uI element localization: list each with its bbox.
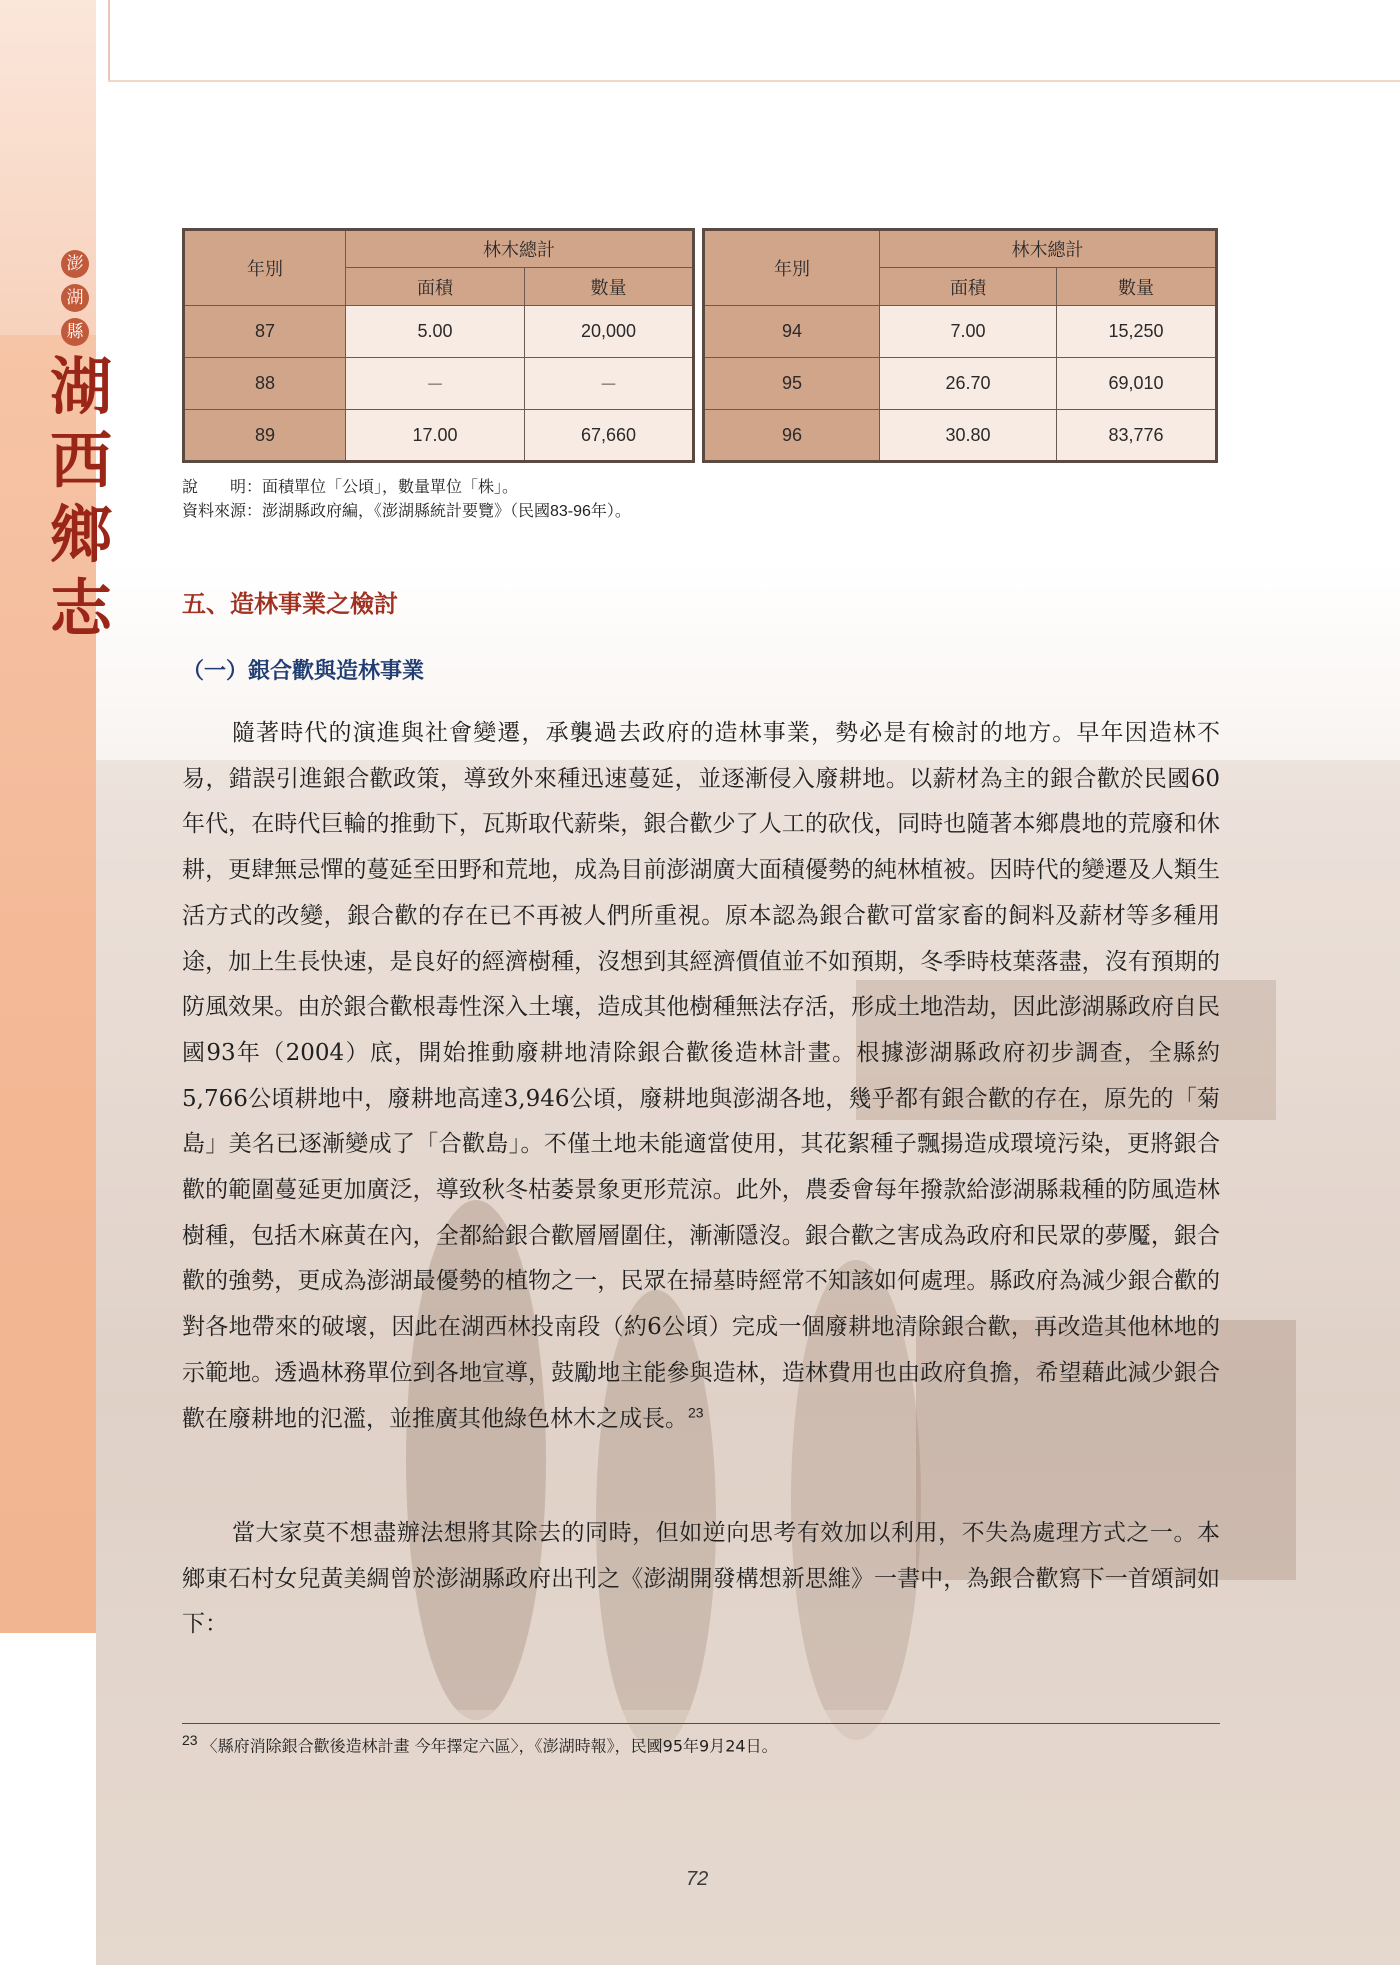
table-header-group: 林木總計 — [880, 230, 1217, 268]
table-header-year: 年別 — [184, 230, 346, 306]
table-row — [704, 410, 1217, 462]
cell-year: 95 — [704, 358, 880, 410]
table-row — [184, 358, 694, 410]
cell-year: 89 — [184, 410, 346, 462]
footnote-text: 〈縣府消除銀合歡後造林計畫 今年擇定六區〉，《澎湖時報》，民國95年9月24日。 — [201, 1736, 778, 1756]
section-heading: 五、造林事業之檢討 — [182, 590, 398, 618]
badge-char: 湖 — [61, 284, 89, 312]
table-header-area: 面積 — [880, 268, 1057, 306]
cell-qty: 20,000 — [525, 306, 694, 358]
side-divider — [108, 0, 110, 80]
body-paragraph-2 — [182, 1511, 1220, 1648]
footnote — [182, 1732, 778, 1756]
forest-table-left — [182, 228, 695, 463]
cell-qty: 83,776 — [1057, 410, 1217, 462]
cell-area: 7.00 — [880, 306, 1057, 358]
forest-table-right — [702, 228, 1218, 463]
book-title-char: 湖 — [49, 350, 112, 423]
cell-qty: 15,250 — [1057, 306, 1217, 358]
badge-char: 縣 — [61, 318, 89, 346]
table-header-qty: 數量 — [525, 268, 694, 306]
cell-area: 26.70 — [880, 358, 1057, 410]
cell-year: 88 — [184, 358, 346, 410]
header-rule — [108, 80, 1400, 82]
table-header-year: 年別 — [704, 230, 880, 306]
cell-year: 96 — [704, 410, 880, 462]
table-header-group: 林木總計 — [346, 230, 694, 268]
book-title-char: 志 — [49, 572, 112, 645]
table-row — [704, 358, 1217, 410]
table-header-area: 面積 — [346, 268, 525, 306]
sub-heading: （一）銀合歡與造林事業 — [182, 659, 425, 684]
footnote-rule — [182, 1723, 1220, 1724]
footnote-number: 23 — [182, 1732, 198, 1748]
cell-area: 30.80 — [880, 410, 1057, 462]
table-row — [184, 410, 694, 462]
cell-year: 94 — [704, 306, 880, 358]
table-note-source: 資料來源：澎湖縣政府編，《澎湖縣統計要覽》（民國83-96年）。 — [182, 503, 631, 520]
book-title — [46, 350, 116, 646]
page-number: 72 — [686, 1868, 709, 1890]
cell-area: 17.00 — [346, 410, 525, 462]
paragraph-text: 當大家莫不想盡辦法想將其除去的同時，但如逆向思考有效加以利用，不失為處理方式之一。本鄉東石村女兒黃美綢曾於澎湖縣政府出刊之《澎湖開發構想新思維》一書中，為銀合歡寫下一首頌詞如下： — [182, 1520, 1220, 1638]
cell-area: － — [346, 358, 525, 410]
cell-qty: 67,660 — [525, 410, 694, 462]
cell-area: 5.00 — [346, 306, 525, 358]
footnote-ref[interactable]: 23 — [688, 1403, 704, 1420]
paragraph-text: 隨著時代的演進與社會變遷，承襲過去政府的造林事業，勢必是有檢討的地方。早年因造林不易，錯誤引進銀合歡政策，導致外來種迅速蔓延，並逐漸侵入廢耕地。以薪材為主的銀合歡於民國60年代，在時代巨輪的推動下，瓦斯取代薪柴，銀合歡少了人工的砍伐，同時也隨著本鄉農地的荒廢和休耕，更肆無忌憚的蔓延至田野和荒地，成為目前澎湖廣大面積優勢的純林植被。因時代的變遷及人類生活方式的改變，銀合歡的存在已不再被人們所重視。原本認為銀合歡可當家畜的飼料及薪材等多種用途，加上生長快速，是良好的經濟樹種，沒想到其經濟價值並不如預期，冬季時枝葉落盡，沒有預期的防風效果。由於銀合歡根毒性深入土壤，造成其他樹種無法存活，形成土地浩劫，因此澎湖縣政府自民國93年（2004）底，開始推動廢耕地清除銀合歡後造林計畫。根據澎湖縣政府初步調查，全縣約5,766公頃耕地中，廢耕地高達3,946公頃，廢耕地與澎湖各地，幾乎都有銀合歡的存在，原先的「菊島」美名已逐漸變成了「合歡島」。不僅土地未能適當使用，其花絮種子飄揚造成環境污染，更將銀合歡的範圍蔓延更加廣泛，導致秋冬枯萎景象更形荒涼。此外，農委會每年撥款給澎湖縣栽種的防風造林樹種，包括木麻黃在內，全都給銀合歡層層圍住，漸漸隱沒。銀合歡之害成為政府和民眾的夢魘，銀合歡的強勢，更成為澎湖最優勢的植物之一，民眾在掃墓時經常不知該如何處理。縣政府為減少銀合歡的對各地帶來的破壞，因此在湖西林投南段（約6公頃）完成一個廢耕地清除銀合歡，再改造其他林地的示範地。透過林務單位到各地宣導，鼓勵地主能參與造林，造林費用也由政府負擔，希望藉此減少銀合歡在廢耕地的氾濫，並推廣其他綠色林木之成長。 — [182, 720, 1220, 1432]
book-title-char: 鄉 — [49, 498, 112, 571]
body-paragraph-1 — [182, 711, 1220, 1442]
badge-char: 澎 — [61, 250, 89, 278]
table-note-explanation: 說 明：面積單位「公頃」，數量單位「株」。 — [182, 479, 519, 496]
table-row — [184, 306, 694, 358]
table-header-qty: 數量 — [1057, 268, 1217, 306]
cell-qty: － — [525, 358, 694, 410]
cell-year: 87 — [184, 306, 346, 358]
cell-qty: 69,010 — [1057, 358, 1217, 410]
book-badge — [58, 250, 92, 346]
table-row — [704, 306, 1217, 358]
book-title-char: 西 — [49, 424, 112, 497]
